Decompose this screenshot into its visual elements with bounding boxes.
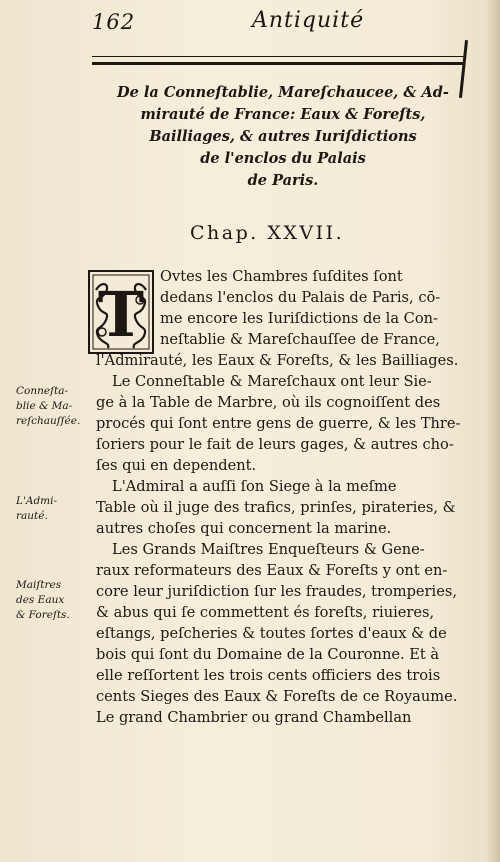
body-line: bois qui ſont du Domaine de la Couronne. Et à bbox=[96, 646, 440, 663]
header-rule-thin bbox=[92, 56, 464, 57]
body-line: L'Admiral a auſſi ſon Siege à la meſme bbox=[112, 478, 397, 495]
body-line: l'Admirauté, les Eaux & Foreſts, & les Bailliages. bbox=[96, 352, 459, 369]
body-line: autres choſes qui concernent la marine. bbox=[96, 520, 392, 537]
body-line: procés qui ſont entre gens de guerre, & les Thre- bbox=[96, 415, 461, 432]
section-heading-line: de Paris. bbox=[247, 172, 319, 189]
body-line: ſes qui en dependent. bbox=[96, 457, 257, 474]
margin-note-eaux-forests bbox=[16, 578, 94, 623]
body-line: raux reformateurs des Eaux & Foreſts y ont en- bbox=[96, 562, 448, 579]
running-title: Antiquité bbox=[252, 8, 365, 33]
section-heading-line: mirauté de France: Eaux & Foreſts, bbox=[140, 106, 426, 123]
section-heading-line: de l'enclos du Palais bbox=[200, 150, 366, 167]
chapter-title: Chap. XXVII. bbox=[190, 222, 345, 244]
body-line: ſoriers pour le fait de leurs gages, & autres cho- bbox=[96, 436, 454, 453]
page-number: 162 bbox=[92, 10, 136, 34]
body-line: cents Sieges des Eaux & Foreſts de ce Royaume. bbox=[96, 688, 458, 705]
body-line: Table où il juge des trafics, prinſes, pirateries, & bbox=[96, 499, 456, 516]
body-line: neſtablie & Mareſchauſſee de France, bbox=[160, 331, 440, 348]
page-edge-shadow bbox=[486, 0, 500, 862]
body-line: elle reſſortent les trois cents officiers des trois bbox=[96, 667, 441, 684]
body-line: eſtangs, peſcheries & toutes ſortes d'eaux & de bbox=[96, 625, 447, 642]
margin-note-line: & Foreſts. bbox=[16, 609, 70, 621]
margin-note-line: Conneſta- bbox=[16, 385, 69, 397]
body-line: Ovtes les Chambres ſuſdites ſont bbox=[160, 268, 403, 285]
body-text bbox=[96, 266, 478, 728]
margin-note-line: L'Admi- bbox=[16, 495, 58, 507]
body-line: Le Conneſtable & Mareſchaux ont leur Sie- bbox=[112, 373, 432, 390]
body-line: Les Grands Maiſtres Enqueſteurs & Gene- bbox=[112, 541, 425, 558]
drop-cap-letter: T bbox=[97, 278, 145, 351]
body-line: core leur juriſdiction ſur les fraudes, tromperies, bbox=[96, 583, 457, 600]
margin-note-admiraute bbox=[16, 494, 94, 524]
body-line: & abus qui ſe commettent és foreſts, riuieres, bbox=[96, 604, 435, 621]
header-rule bbox=[92, 62, 464, 65]
margin-note-line: reſchauſſée. bbox=[16, 415, 81, 427]
section-heading bbox=[98, 82, 468, 192]
margin-note-line: Maiſtres bbox=[16, 579, 62, 591]
body-line: Le grand Chambrier ou grand Chambellan bbox=[96, 709, 412, 726]
body-line: dedans l'enclos du Palais de Paris, cō- bbox=[160, 289, 441, 306]
margin-note-line: rauté. bbox=[16, 510, 48, 522]
margin-note-line: des Eaux bbox=[16, 594, 65, 606]
section-heading-line: De la Conneſtablie, Mareſchaucee, & Ad- bbox=[117, 84, 449, 101]
body-line: ge à la Table de Marbre, où ils cognoiſſent des bbox=[96, 394, 441, 411]
margin-note-connestablie bbox=[16, 384, 94, 429]
body-line: me encore les Iuriſdictions de la Con- bbox=[160, 310, 438, 327]
section-heading-line: Bailliages, & autres Iuriſdictions bbox=[149, 128, 417, 145]
margin-note-line: blie & Ma- bbox=[16, 400, 73, 412]
